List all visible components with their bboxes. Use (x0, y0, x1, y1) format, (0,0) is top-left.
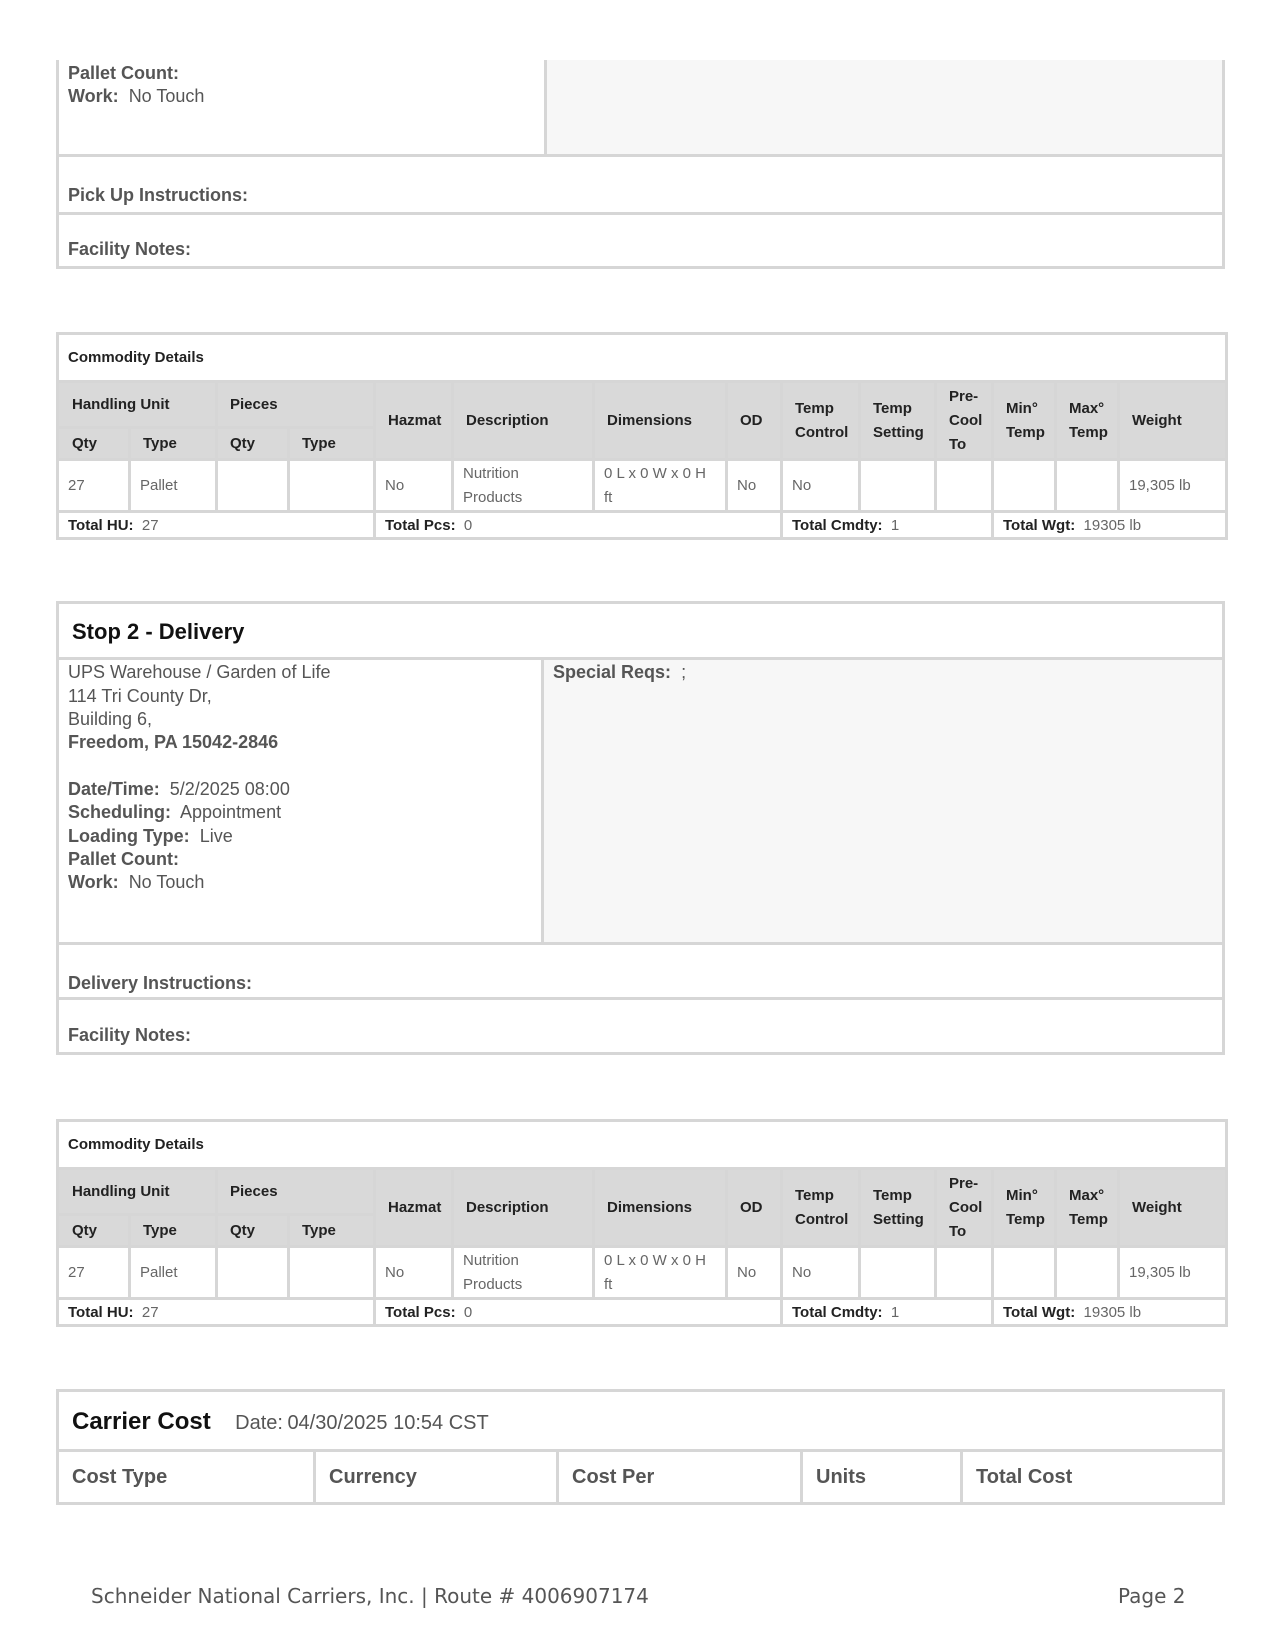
temp-control-header (782, 382, 860, 460)
precool-header (936, 1169, 993, 1247)
stop2-header-box (56, 601, 1225, 660)
stop1-left-panel (59, 60, 547, 154)
row-precool (936, 460, 993, 512)
stop1-details-box (56, 60, 1225, 157)
work-value: No Touch (128, 86, 205, 106)
precool-header-line3: To (949, 435, 967, 453)
commodity-details-table-2 (56, 1119, 1228, 1327)
stop1-work (68, 85, 204, 109)
weight-header: Weight (1119, 1169, 1227, 1247)
stop2-details-box (56, 657, 1225, 945)
row-dimensions-line2: ft (604, 488, 613, 506)
hu-type-header: Type (130, 1215, 217, 1247)
scheduling-value: Appointment (180, 802, 282, 822)
footer-company-route: Schneider National Carriers, Inc. | Route # 4006907174 (91, 1584, 649, 1608)
address-line2: Building 6, (68, 709, 153, 729)
row-max-temp (1056, 1247, 1119, 1299)
total-pcs-label: Total Pcs: (385, 1303, 456, 1321)
total-cmdty-value: 1 (890, 1303, 900, 1321)
precool-header-line3: To (949, 1222, 967, 1240)
temp-setting-header (860, 382, 936, 460)
max-temp-header (1056, 1169, 1119, 1247)
total-cmdty (782, 1299, 993, 1326)
stop2-heading: Stop 2 - Delivery (72, 619, 245, 644)
temp-control-header-line1: Temp (795, 1186, 834, 1204)
temp-control-header-line1: Temp (795, 399, 834, 417)
weight-header: Weight (1119, 382, 1227, 460)
row-description (453, 1247, 594, 1299)
row-weight: 19,305 lb (1119, 1247, 1227, 1299)
precool-header-line2: Cool (949, 1198, 983, 1216)
total-pcs-value: 0 (463, 1303, 473, 1321)
temp-setting-header-line1: Temp (873, 399, 912, 417)
stop2-work (68, 871, 204, 895)
hu-qty-header: Qty (58, 428, 130, 460)
total-hu-value: 27 (141, 1303, 159, 1321)
stop2-right-panel (544, 660, 1222, 942)
row-pieces-type (289, 460, 375, 512)
max-temp-header-line2: Temp (1069, 1210, 1108, 1228)
facility-notes-label: Facility Notes: (68, 239, 192, 259)
datetime-label: Date/Time: (68, 779, 160, 799)
description-header: Description (453, 382, 594, 460)
stop1-pallet-count (68, 62, 179, 86)
pieces-qty-header: Qty (217, 1215, 289, 1247)
total-cmdty-label: Total Cmdty: (792, 516, 883, 534)
row-description (453, 460, 594, 512)
min-temp-header-line2: Temp (1006, 423, 1045, 441)
handling-unit-header: Handling Unit (58, 382, 217, 428)
stop2-pallet-count (68, 848, 179, 872)
facility-name: UPS Warehouse / Garden of Life (68, 662, 331, 682)
stop2-scheduling (68, 801, 281, 825)
total-cost-header: Total Cost (976, 1466, 1073, 1488)
stop1-right-panel (547, 60, 1222, 154)
stop1-pickup-instructions-box (56, 157, 1225, 215)
scheduling-label: Scheduling: (68, 802, 171, 822)
row-dimensions (594, 1247, 727, 1299)
total-hu (58, 512, 375, 539)
total-hu (58, 1299, 375, 1326)
row-temp-setting (860, 1247, 936, 1299)
temp-control-header-line2: Control (795, 423, 849, 441)
total-wgt-value: 19305 lb (1083, 516, 1142, 534)
work-label: Work: (68, 86, 119, 106)
handling-unit-header: Handling Unit (58, 1169, 217, 1215)
pieces-header: Pieces (217, 1169, 375, 1215)
row-min-temp (993, 460, 1056, 512)
table-row (58, 460, 1227, 512)
pickup-instructions-label: Pick Up Instructions: (68, 185, 249, 205)
cost-type-header: Cost Type (59, 1452, 316, 1502)
row-pieces-type (289, 1247, 375, 1299)
row-max-temp (1056, 460, 1119, 512)
stop2-facility-notes-box (56, 997, 1225, 1055)
description-header: Description (453, 1169, 594, 1247)
od-header: OD (727, 382, 782, 460)
footer-page-number: Page 2 (1118, 1584, 1186, 1608)
carrier-cost-columns (56, 1449, 1225, 1505)
delivery-instructions-label: Delivery Instructions: (68, 973, 253, 993)
total-hu-label: Total HU: (68, 1303, 134, 1321)
work-value: No Touch (128, 872, 205, 892)
row-od: No (727, 1247, 782, 1299)
currency-header: Currency (316, 1452, 559, 1502)
max-temp-header (1056, 382, 1119, 460)
hazmat-header: Hazmat (375, 382, 453, 460)
stop2-datetime (68, 778, 290, 802)
datetime-value: 5/2/2025 08:00 (169, 779, 290, 799)
commodity-details-table-1 (56, 332, 1228, 540)
precool-header-line1: Pre- (949, 1174, 979, 1192)
dimensions-header: Dimensions (594, 382, 727, 460)
temp-control-header-line2: Control (795, 1210, 849, 1228)
totals-row (58, 512, 1227, 539)
cost-per-header: Cost Per (559, 1452, 803, 1502)
commodity-details-title: Commodity Details (58, 334, 1227, 382)
units-header: Units (803, 1452, 963, 1502)
temp-setting-header-line1: Temp (873, 1186, 912, 1204)
row-description-line1: Nutrition (463, 1251, 519, 1269)
min-temp-header-line2: Temp (1006, 1210, 1045, 1228)
total-hu-value: 27 (141, 516, 159, 534)
precool-header-line2: Cool (949, 411, 983, 429)
loading-type-label: Loading Type: (68, 826, 190, 846)
row-description-line1: Nutrition (463, 464, 519, 482)
total-wgt-value: 19305 lb (1083, 1303, 1142, 1321)
total-wgt (993, 512, 1227, 539)
hazmat-header: Hazmat (375, 1169, 453, 1247)
stop2-delivery-instructions-box (56, 942, 1225, 1000)
totals-row (58, 1299, 1227, 1326)
total-pcs-value: 0 (463, 516, 473, 534)
row-dimensions (594, 460, 727, 512)
city-state-zip: Freedom, PA 15042-2846 (68, 732, 279, 752)
precool-header-line1: Pre- (949, 387, 979, 405)
special-reqs (553, 661, 686, 685)
row-hu-qty: 27 (58, 1247, 130, 1299)
max-temp-header-line1: Max° (1069, 1186, 1105, 1204)
temp-setting-header-line2: Setting (873, 1210, 924, 1228)
pieces-type-header: Type (289, 428, 375, 460)
row-description-line2: Products (463, 1275, 523, 1293)
stop2-loading-type (68, 825, 233, 849)
table-row (58, 1247, 1227, 1299)
total-cmdty (782, 512, 993, 539)
pallet-count-label: Pallet Count: (68, 849, 179, 869)
total-pcs-label: Total Pcs: (385, 516, 456, 534)
work-label: Work: (68, 872, 119, 892)
pieces-qty-header: Qty (217, 428, 289, 460)
temp-setting-header (860, 1169, 936, 1247)
pallet-count-label: Pallet Count: (68, 63, 179, 83)
max-temp-header-line2: Temp (1069, 423, 1108, 441)
special-reqs-value: ; (681, 662, 687, 682)
row-temp-setting (860, 460, 936, 512)
row-dimensions-line1: 0 L x 0 W x 0 H (604, 464, 706, 482)
temp-setting-header-line2: Setting (873, 423, 924, 441)
precool-header (936, 382, 993, 460)
stop2-left-panel (59, 660, 544, 942)
total-pcs (375, 512, 782, 539)
total-hu-label: Total HU: (68, 516, 134, 534)
max-temp-header-line1: Max° (1069, 399, 1105, 417)
row-dimensions-line1: 0 L x 0 W x 0 H (604, 1251, 706, 1269)
row-hu-type: Pallet (130, 1247, 217, 1299)
carrier-cost-heading: Carrier Cost (72, 1408, 211, 1435)
pieces-header: Pieces (217, 382, 375, 428)
temp-control-header (782, 1169, 860, 1247)
hu-qty-header: Qty (58, 1215, 130, 1247)
total-wgt (993, 1299, 1227, 1326)
row-weight: 19,305 lb (1119, 460, 1227, 512)
loading-type-value: Live (199, 826, 233, 846)
pieces-type-header: Type (289, 1215, 375, 1247)
stop1-facility-notes-box (56, 212, 1225, 269)
row-hazmat: No (375, 460, 453, 512)
carrier-cost-title-line (72, 1408, 489, 1436)
total-cmdty-label: Total Cmdty: (792, 1303, 883, 1321)
od-header: OD (727, 1169, 782, 1247)
dimensions-header: Dimensions (594, 1169, 727, 1247)
min-temp-header (993, 1169, 1056, 1247)
facility-notes-label: Facility Notes: (68, 1025, 192, 1045)
row-hu-qty: 27 (58, 460, 130, 512)
special-reqs-label: Special Reqs: (553, 662, 672, 682)
row-description-line2: Products (463, 488, 523, 506)
row-hazmat: No (375, 1247, 453, 1299)
row-temp-control: No (782, 460, 860, 512)
total-wgt-label: Total Wgt: (1003, 1303, 1076, 1321)
min-temp-header (993, 382, 1056, 460)
min-temp-header-line1: Min° (1006, 399, 1038, 417)
row-od: No (727, 460, 782, 512)
carrier-cost-date-label: Date: (235, 1412, 283, 1434)
row-pieces-qty (217, 1247, 289, 1299)
address-line1: 114 Tri County Dr, (68, 686, 212, 706)
carrier-cost-header-box (56, 1389, 1225, 1452)
total-pcs (375, 1299, 782, 1326)
row-hu-type: Pallet (130, 460, 217, 512)
hu-type-header: Type (130, 428, 217, 460)
row-pieces-qty (217, 460, 289, 512)
carrier-cost-date-value: 04/30/2025 10:54 CST (287, 1412, 489, 1434)
row-dimensions-line2: ft (604, 1275, 613, 1293)
min-temp-header-line1: Min° (1006, 1186, 1038, 1204)
row-temp-control: No (782, 1247, 860, 1299)
commodity-details-title: Commodity Details (58, 1121, 1227, 1169)
row-min-temp (993, 1247, 1056, 1299)
total-cmdty-value: 1 (890, 516, 900, 534)
row-precool (936, 1247, 993, 1299)
total-wgt-label: Total Wgt: (1003, 516, 1076, 534)
